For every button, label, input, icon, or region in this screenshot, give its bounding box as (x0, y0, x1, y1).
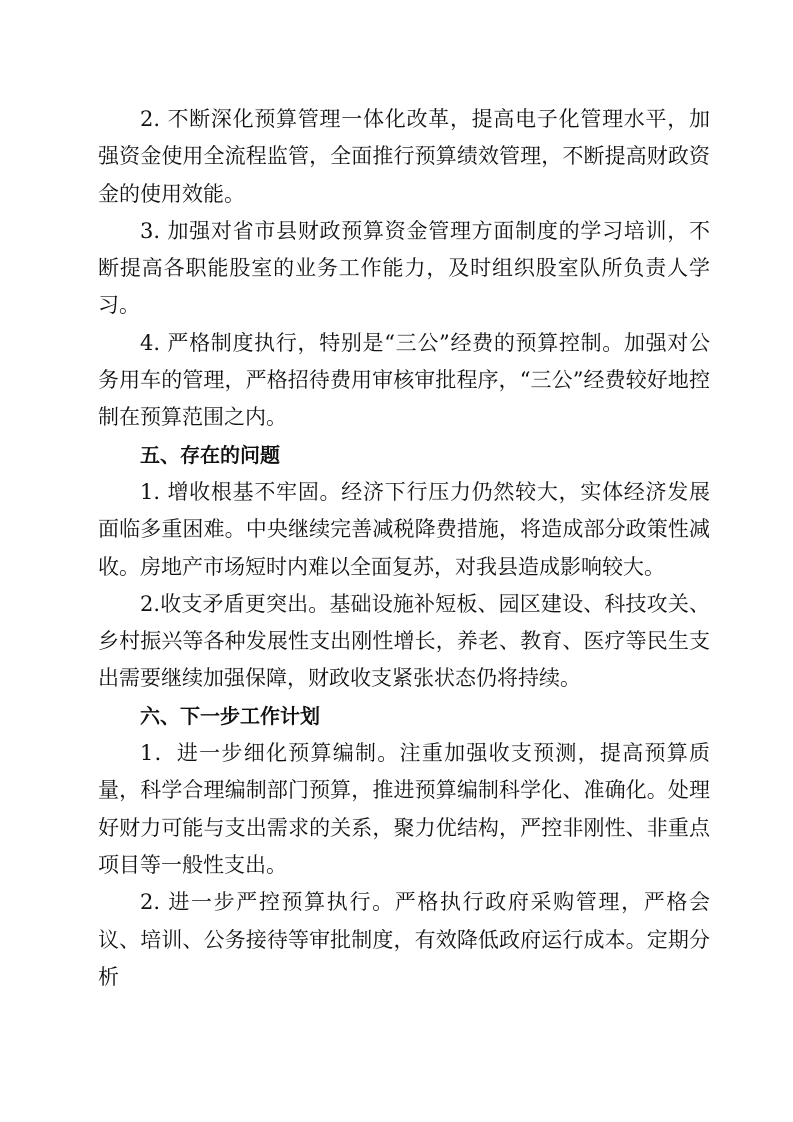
section-heading-6: 六、下一步工作计划 (140, 703, 320, 728)
paragraph-4-4: 4. 严格制度执行，特别是“三公”经费的预算控制。加强对公务用车的管理，严格招待费用审核审批程序，“三公”经费较好地控制在预算范围之内。 (98, 330, 710, 430)
paragraph-6-2: 2. 进一步严控预算执行。严格执行政府采购管理，严格会议、培训、公务接待等审批制度，有效降低政府运行成本。定期分析 (98, 890, 710, 989)
section-heading-5: 五、存在的问题 (140, 442, 280, 467)
paragraph-6-1: 1．进一步细化预算编制。注重加强收支预测，提高预算质量，科学合理编制部门预算，推进预算编制科学化、准确化。处理好财力可能与支出需求的关系，聚力优结构，严控非刚性、非重点项目等一般性支出。 (98, 741, 710, 877)
paragraph-4-3: 3. 加强对省市县财政预算资金管理方面制度的学习培训，不断提高各职能股室的业务工作能力，及时组织股室队所负责人学习。 (98, 218, 710, 318)
paragraph-5-1: 1. 增收根基不牢固。经济下行压力仍然较大，实体经济发展面临多重困难。中央继续完善减税降费措施，将造成部分政策性减收。房地产市场短时内难以全面复苏，对我县造成影响较大。 (98, 479, 710, 579)
paragraph-4-2: 2. 不断深化预算管理一体化改革，提高电子化管理水平，加强资金使用全流程监管，全面推行预算绩效管理，不断提高财政资金的使用效能。 (98, 107, 710, 206)
paragraph-5-2: 2.收支矛盾更突出。基础设施补短板、园区建设、科技攻关、乡村振兴等各种发展性支出刚性增长，养老、教育、医疗等民生支出需要继续加强保障，财政收支紧张状态仍将持续。 (98, 591, 710, 691)
document-body (98, 101, 710, 996)
